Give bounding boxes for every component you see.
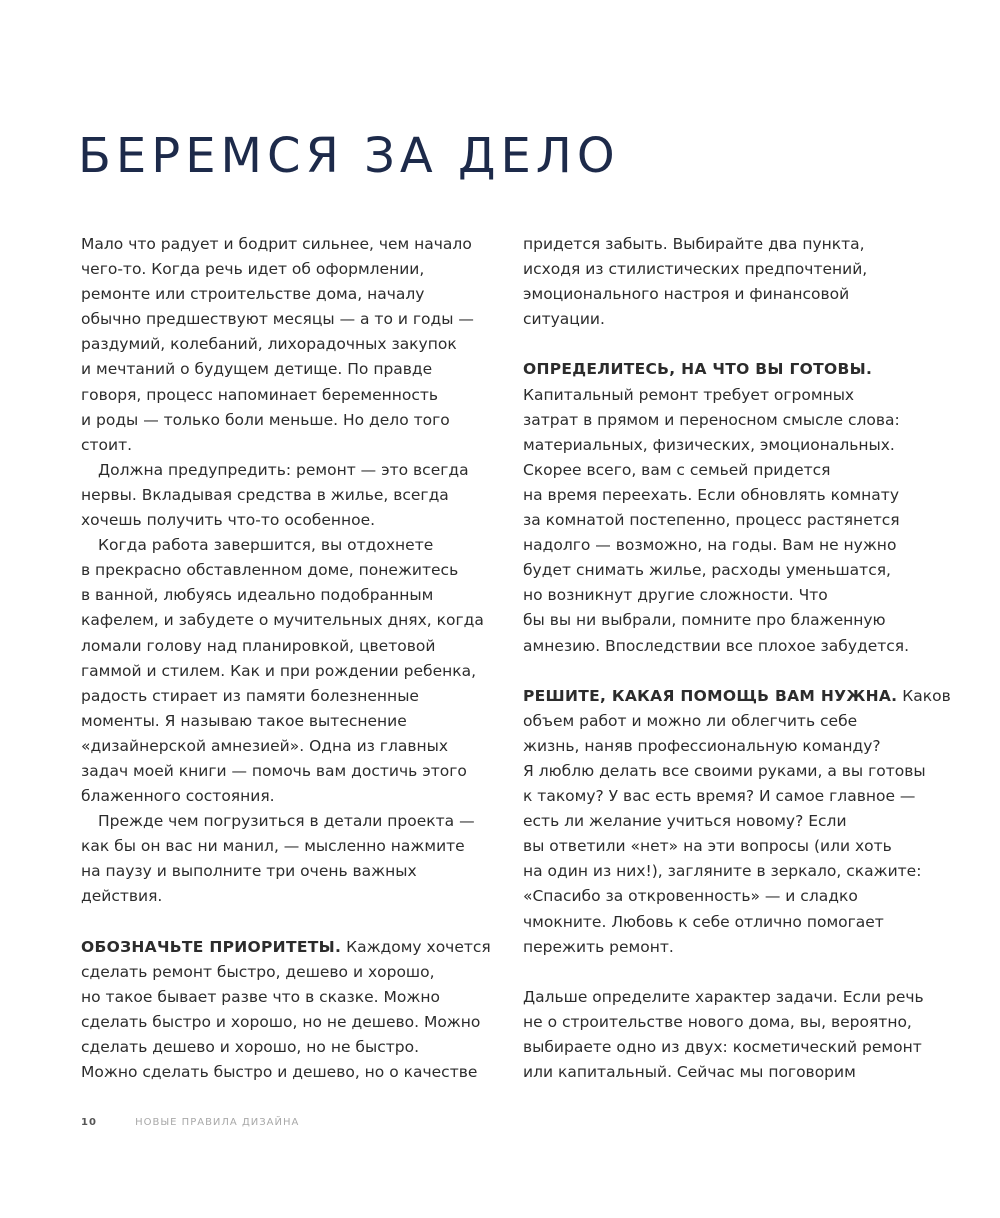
paragraph-ready xyxy=(523,357,928,658)
text-line: обычно предшествуют месяцы — а то и годы — xyxy=(81,310,474,329)
text-line: ремонте или строительстве дома, началу xyxy=(81,285,425,304)
text-line: и роды — только боли меньше. Но дело того xyxy=(81,410,450,429)
text-line: Когда работа завершится, вы отдохнете xyxy=(98,536,434,555)
text-line: Прежде чем погрузиться в детали проекта — xyxy=(98,812,475,831)
paragraph-continuation xyxy=(523,232,928,332)
paragraph-gap xyxy=(523,659,928,684)
paragraph-warning xyxy=(81,458,486,533)
left-column xyxy=(81,232,491,1085)
text-line: ломали голову над планировкой, цветовой xyxy=(81,636,436,655)
text-line: раздумий, колебаний, лихорадочных закупок xyxy=(81,335,457,354)
paragraph-gap xyxy=(523,332,928,357)
text-line: гаммой и стилем. Как и при рождении ребенка, xyxy=(81,661,477,680)
text-line: в ванной, любуясь идеально подобранным xyxy=(81,586,434,605)
text-line: к такому? У вас есть время? И самое главное — xyxy=(523,787,916,806)
text-line: но такое бывает разве что в сказке. Можно xyxy=(81,987,440,1006)
text-line: или капитальный. Сейчас мы поговорим xyxy=(523,1063,856,1082)
text-line: выбираете одно из двух: косметический ремонт xyxy=(523,1038,922,1056)
text-line: Дальше определите характер задачи. Если речь xyxy=(523,987,924,1006)
text-line: задач моей книги — помочь вам достичь этого xyxy=(81,761,467,780)
page-footer xyxy=(81,1117,299,1128)
text-line: чего-то. Когда речь идет об оформлении, xyxy=(81,260,425,279)
text-line: Капитальный ремонт требует огромных xyxy=(523,385,855,404)
text-line: сделать ремонт быстро, дешево и хорошо, xyxy=(81,962,435,981)
section-heading-help: РЕШИТЕ, КАКАЯ ПОМОЩЬ ВАМ НУЖНА. xyxy=(523,686,898,705)
text-line: затрат в прямом и переносном смысле слова: xyxy=(523,410,900,429)
text-line: на паузу и выполните три очень важных xyxy=(81,862,417,881)
text-line: говоря, процесс напоминает беременность xyxy=(81,385,439,404)
paragraph-pause xyxy=(81,809,486,909)
text-line: но возникнут другие сложности. Что xyxy=(523,586,828,605)
text-line: амнезию. Впоследствии все плохое забудется. xyxy=(523,636,910,655)
paragraph-help xyxy=(523,684,951,960)
text-line: жизнь, наняв профессиональную команду? xyxy=(523,736,881,755)
text-line: объем работ и можно ли облегчить себе xyxy=(523,711,858,730)
text-line: ситуации. xyxy=(523,310,605,329)
text-line xyxy=(523,684,951,709)
paragraph-priorities xyxy=(81,935,491,1086)
text-line: вы ответили «нет» на эти вопросы (или хоть xyxy=(523,837,892,856)
text-line: будет снимать жилье, расходы уменьшатся, xyxy=(523,561,891,580)
text-line: моменты. Я называю такое вытеснение xyxy=(81,711,407,730)
paragraph-gap xyxy=(523,960,928,985)
text-line: надолго — возможно, на годы. Вам не нужно xyxy=(523,536,897,555)
text-line: на время переехать. Если обновлять комнату xyxy=(523,485,899,504)
text-line: придется забыть. Выбирайте два пункта, xyxy=(523,235,865,253)
text-line: радость стирает из памяти болезненные xyxy=(81,686,419,705)
text-line: Должна предупредить: ремонт — это всегда xyxy=(98,460,469,479)
text-line: кафелем, и забудете о мучительных днях, когда xyxy=(81,611,484,630)
text-line: Скорее всего, вам с семьей придется xyxy=(523,460,831,479)
paragraph-intro xyxy=(81,232,486,458)
text-line: не о строительстве нового дома, вы, вероятно, xyxy=(523,1012,912,1031)
text-line: бы вы ни выбрали, помните про блаженную xyxy=(523,611,886,630)
section-heading-priorities: ОБОЗНАЧЬТЕ ПРИОРИТЕТЫ. xyxy=(81,937,342,956)
text-line: «дизайнерской амнезией». Одна из главных xyxy=(81,736,449,755)
text-line: стоит. xyxy=(81,435,133,454)
text-line: Можно сделать быстро и дешево, но о качестве xyxy=(81,1063,478,1082)
text-line: пережить ремонт. xyxy=(523,937,674,956)
text-run: Каков xyxy=(897,686,951,705)
text-line: сделать быстро и хорошо, но не дешево. Можно xyxy=(81,1012,481,1031)
text-line: на один из них!), загляните в зеркало, скажите: xyxy=(523,862,922,881)
text-line: материальных, физических, эмоциональных. xyxy=(523,435,895,454)
text-line: «Спасибо за откровенность» — и сладко xyxy=(523,887,858,906)
text-line: Мало что радует и бодрит сильнее, чем начало xyxy=(81,235,472,253)
text-line: Я люблю делать все своими руками, а вы готовы xyxy=(523,761,926,780)
text-line: нервы. Вкладывая средства в жилье, всегда xyxy=(81,485,449,504)
text-line: исходя из стилистических предпочтений, xyxy=(523,260,868,279)
running-title: НОВЫЕ ПРАВИЛА ДИЗАЙНА xyxy=(135,1117,300,1128)
text-line: сделать дешево и хорошо, но не быстро. xyxy=(81,1038,420,1056)
page-number: 10 xyxy=(81,1117,97,1128)
text-line: хочешь получить что-то особенное. xyxy=(81,511,376,530)
text-line: за комнатой постепенно, процесс растянется xyxy=(523,511,900,530)
paragraph-amnesia xyxy=(81,533,486,809)
text-line: чмокните. Любовь к себе отлично помогает xyxy=(523,912,884,931)
text-line: действия. xyxy=(81,887,163,906)
text-run: Каждому хочется xyxy=(341,937,491,956)
text-line: как бы он вас ни манил, — мысленно нажмите xyxy=(81,837,465,856)
text-line: есть ли желание учиться новому? Если xyxy=(523,812,847,831)
paragraph-task xyxy=(523,985,928,1085)
right-column xyxy=(523,232,951,1085)
text-line: в прекрасно обставленном доме, понежитесь xyxy=(81,561,459,580)
text-line xyxy=(81,935,491,960)
text-line: эмоционального настроя и финансовой xyxy=(523,285,850,304)
text-line: и мечтаний о будущем детище. По правде xyxy=(81,360,433,379)
paragraph-gap xyxy=(81,910,486,935)
text-line: блаженного состояния. xyxy=(81,787,275,806)
chapter-title: БЕРЕМСЯ ЗА ДЕЛО xyxy=(78,128,620,184)
section-heading-ready: ОПРЕДЕЛИТЕСЬ, НА ЧТО ВЫ ГОТОВЫ. xyxy=(523,360,873,379)
